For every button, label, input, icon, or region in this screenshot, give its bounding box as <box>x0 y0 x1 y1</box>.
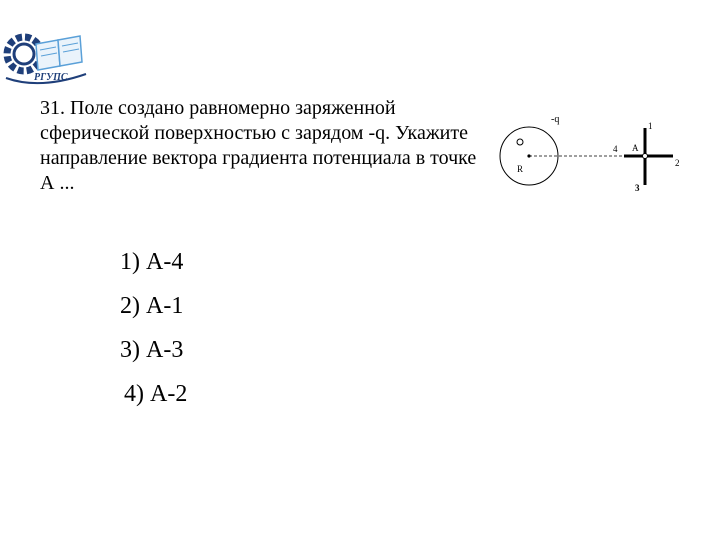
charge-label: -q <box>551 114 560 125</box>
question-number: 31. <box>40 97 65 119</box>
logo-text: РГУПС <box>34 72 68 83</box>
question-body: Поле создано равномерно заряженной сферической поверхностью с зарядом -q. Укажите направление вектора градиента потенциала в точке А ... <box>40 97 477 194</box>
point-a <box>643 154 648 159</box>
answer-option-1[interactable]: 1) А-4 <box>120 249 184 275</box>
answer-option-3[interactable]: 3) А-3 <box>120 337 184 363</box>
sphere-center <box>517 139 523 145</box>
point-a-label: A <box>632 143 639 153</box>
book-icon <box>36 36 82 70</box>
answer-option-2[interactable]: 2) А-1 <box>120 293 184 319</box>
field-diagram <box>495 105 695 200</box>
direction-label-1: 1 <box>648 121 653 131</box>
direction-label-4: 4 <box>613 144 618 154</box>
radius-label: R <box>517 164 524 174</box>
answer-list <box>120 240 187 416</box>
question-text <box>40 96 490 196</box>
gear-icon <box>7 37 41 71</box>
direction-label-2: 2 <box>675 158 680 168</box>
answer-option-4[interactable]: 4) А-2 <box>124 381 188 407</box>
rgups-logo <box>0 20 100 92</box>
direction-label-3: 3 <box>635 183 640 193</box>
